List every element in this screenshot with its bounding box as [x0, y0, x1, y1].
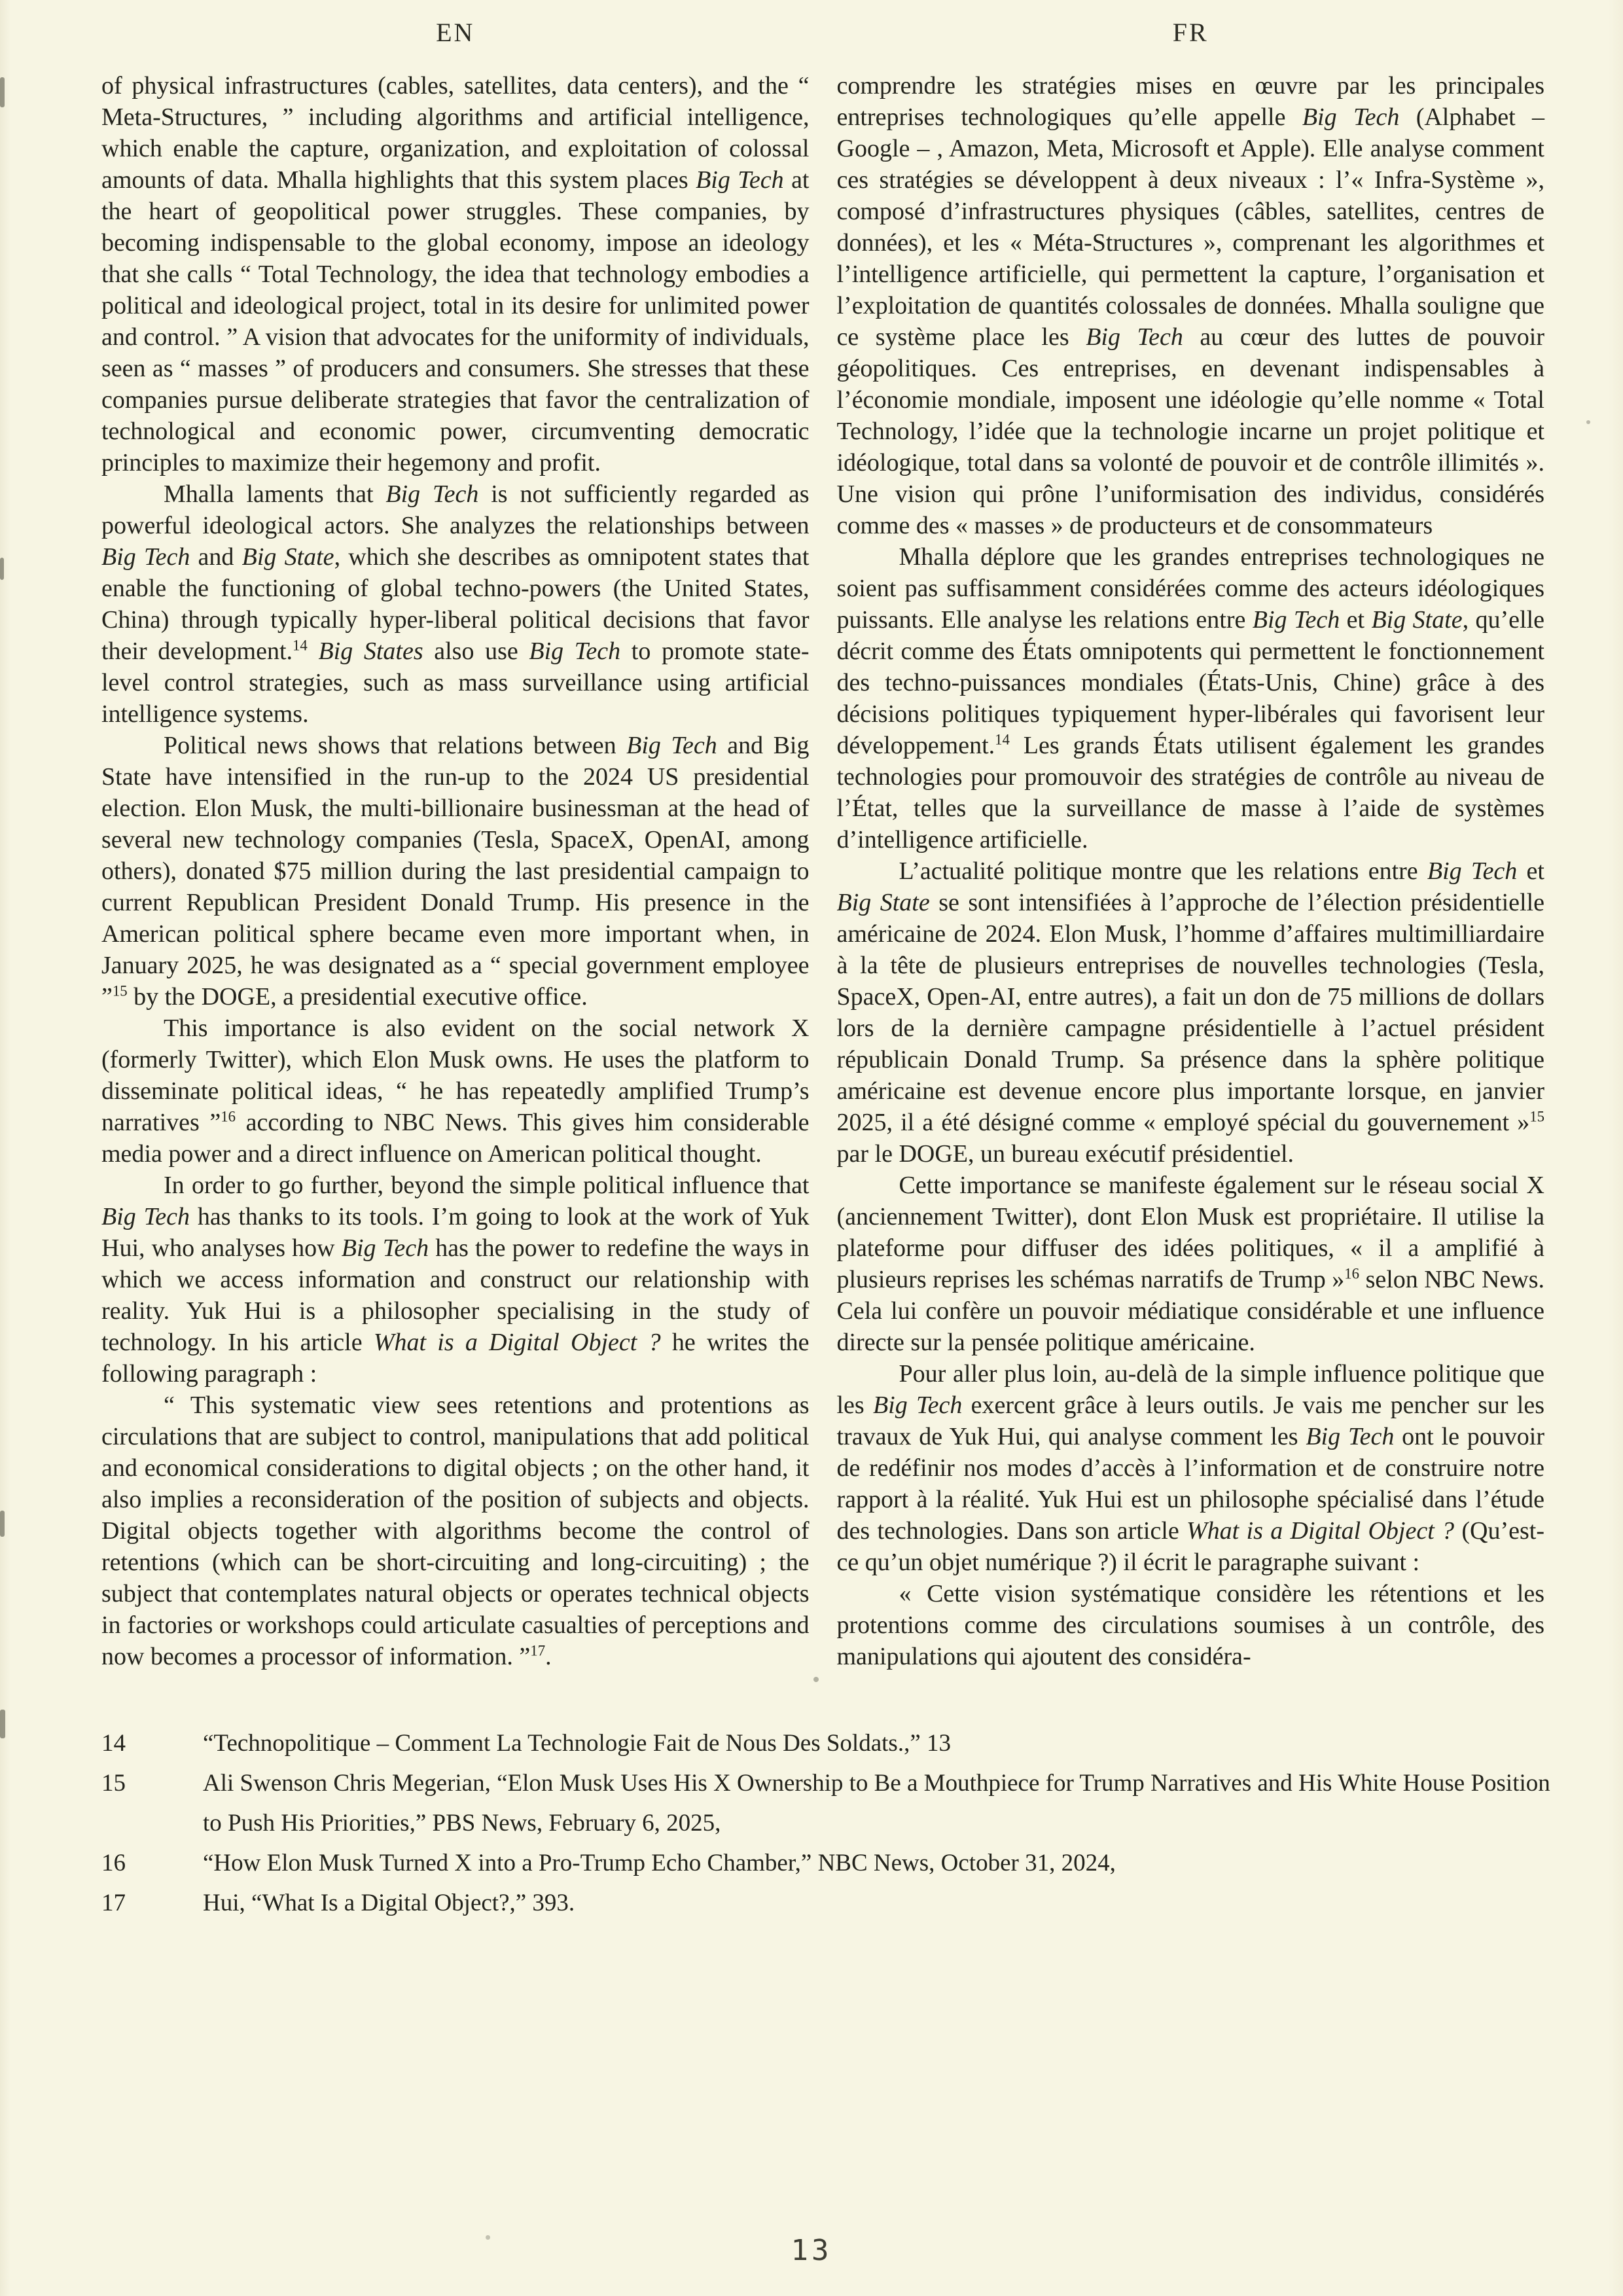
- italic-text: Big Tech: [529, 637, 621, 665]
- scan-artifact: [0, 1710, 5, 1738]
- body-text: et: [1517, 857, 1544, 885]
- body-text: has the power to redefine the ways in which we access information and construct our relationship with reality. Yuk Hui is a philosopher specialising in the study of technology. In his article: [101, 1234, 810, 1356]
- footnote: [101, 1883, 1551, 1923]
- scan-artifact: [813, 1677, 819, 1682]
- footnote-text: Hui, “What Is a Digital Object?,” 393.: [203, 1890, 575, 1916]
- italic-text: Big Tech: [1306, 1423, 1395, 1450]
- footnote-number: 16: [101, 1850, 126, 1876]
- body-text: In order to go further, beyond the simple political influence that: [164, 1172, 810, 1199]
- footnote-text: Ali Swenson Chris Megerian, “Elon Musk Uses His X Ownership to Be a Mouthpiece for Trump Narratives and His White House Position to Push His Priorities,” PBS News, February 6, 2025,: [203, 1770, 1550, 1837]
- scan-artifact: [0, 77, 5, 107]
- body-text: ont le pouvoir de redéfinir nos modes d’accès à l’information et de construire notre rapport à la réalité. Yuk Hui est un philosophe spécialisé dans l’étude des technologies. Dans son article: [836, 1423, 1544, 1545]
- footnotes: [0, 1723, 1623, 1923]
- footnote-ref: 15: [112, 982, 128, 999]
- scan-artifact: [0, 558, 4, 580]
- italic-text: Big Tech: [341, 1234, 429, 1262]
- paragraph: [837, 1358, 1545, 1578]
- body-text: (Qu’est-ce qu’un objet numérique ?) il écrit le paragraphe suivant :: [836, 1517, 1544, 1576]
- italic-text: Big Tech: [1302, 103, 1400, 131]
- scan-artifact: [0, 1511, 5, 1537]
- footnote-number: 14: [101, 1730, 126, 1757]
- column-fr: [837, 70, 1545, 1672]
- italic-text: Big Tech: [872, 1391, 963, 1419]
- body-text: [308, 637, 319, 665]
- footnote-ref: 16: [1344, 1265, 1360, 1282]
- body-text: , which she describes as omnipotent states that enable the functioning of global techno-powers (the United States, China) through typically hyper-liberal political decisions that favor their development.: [101, 543, 810, 665]
- footnote: [101, 1843, 1551, 1883]
- body-text: he writes the following paragraph :: [101, 1329, 810, 1388]
- paragraph: [101, 70, 810, 478]
- body-text: at the heart of geopolitical power struggles. These companies, by becoming indispensable to the global economy, impose an ideology that she calls “ Total Technology, the idea that technology embodies a political and ideological project, total in its desire for unlimited power and control. ” A vision that advocates for the uniformity of individuals, seen as “ masses ” of producers and consumers. She stresses that these companies pursue deliberate strategies that favor the centralization of technological and economic power, circumventing democratic principles to maximize their hegemony and profit.: [101, 166, 810, 476]
- paragraph: [101, 1170, 810, 1390]
- body-text: and: [190, 543, 242, 571]
- body-text: Mhalla déplore que les grandes entreprises technologiques ne soient pas suffisamment considérées comme des acteurs idéologiques puissants. Elle analyse les relations entre: [836, 543, 1544, 634]
- body-text: exercent grâce à leurs outils. Je vais me pencher sur les travaux de Yuk Hui, qui analyse comment les: [836, 1391, 1544, 1450]
- column-en: [101, 70, 810, 1672]
- italic-text: Big Tech: [1086, 323, 1183, 351]
- footnote-ref: 14: [293, 637, 308, 654]
- italic-text: Big Tech: [1427, 857, 1518, 885]
- body-text: and Big State have intensified in the run-up to the 2024 US presidential election. Elon Musk, the multi-billionaire businessman at the head of several new technology companies (Tesla, SpaceX, OpenAI, among others), donated $75 million during the last presidential campaign to current Republican President Donald Trump. His presence in the American political sphere became even more important when, in January 2025, he was designated as a “ special government employee ”: [101, 732, 810, 1011]
- footnote-text: “How Elon Musk Turned X into a Pro-Trump Echo Chamber,” NBC News, October 31, 2024,: [203, 1850, 1116, 1876]
- body-text: comprendre les stratégies mises en œuvre par les principales entreprises technologiques qu’elle appelle: [836, 72, 1544, 131]
- footnote-text: “Technopolitique – Comment La Technologie Fait de Nous Des Soldats.,” 13: [203, 1730, 951, 1757]
- body-text: et: [1340, 606, 1372, 634]
- body-text: (Alphabet – Google – , Amazon, Meta, Microsoft et Apple). Elle analyse comment ces stratégies se développent à deux niveaux : l’« Infra-Système », composé d’infrastructures physiques (câbles, satellites, centres de données), et les « Méta-Structures », comprenant les algorithmes et l’intelligence artificielle, qui permettent la capture, l’organisation et l’exploitation de quantités colossales de données. Mhalla souligne que ce système place les: [836, 103, 1544, 351]
- body-text: according to NBC News. This gives him considerable media power and a direct influence on American political thought.: [101, 1109, 810, 1168]
- italic-text: Big Tech: [696, 166, 784, 194]
- italic-text: Big Tech: [101, 1203, 190, 1230]
- italic-text: Big Tech: [1252, 606, 1340, 634]
- column-headers: [0, 0, 1623, 48]
- footnote-number: 15: [101, 1770, 126, 1797]
- paragraph: [101, 478, 810, 730]
- footnote-number: 17: [101, 1890, 126, 1916]
- italic-text: Big Tech: [101, 543, 190, 571]
- footnote-ref: 15: [1529, 1108, 1544, 1125]
- paragraph: [837, 1578, 1545, 1672]
- paragraph: [837, 1170, 1545, 1358]
- body-text: « Cette vision systématique considère les rétentions et les protentions comme des circulations soumises à un contrôle, des manipulations qui ajoutent des considéra-: [836, 1580, 1544, 1670]
- italic-text: What is a Digital Object ?: [1186, 1517, 1455, 1545]
- italic-text: Big Tech: [385, 480, 479, 508]
- italic-text: Big State: [1371, 606, 1463, 634]
- column-header-en: EN: [436, 18, 475, 47]
- two-column-text: [0, 48, 1623, 1672]
- body-text: selon NBC News. Cela lui confère un pouvoir médiatique considérable et une influence directe sur la pensée politique américaine.: [836, 1266, 1544, 1356]
- body-text: Pour aller plus loin, au-delà de la simple influence politique que les: [836, 1360, 1544, 1419]
- page-number: 13: [791, 2234, 832, 2267]
- body-text: by the DOGE, a presidential executive office.: [127, 983, 588, 1011]
- scan-artifact: [1586, 420, 1590, 424]
- body-text: Les grands États utilisent également les grandes technologies pour promouvoir des stratégies de contrôle au niveau de l’État, telles que la surveillance de masse à l’aide de systèmes d’intelligence artificielle.: [836, 732, 1544, 853]
- body-text: to promote state-level control strategies, such as mass surveillance using artificial intelligence systems.: [101, 637, 810, 728]
- column-header-fr: FR: [1172, 18, 1209, 47]
- paragraph: [101, 730, 810, 1013]
- footnote: [101, 1763, 1551, 1843]
- body-text: Political news shows that relations between: [164, 732, 627, 759]
- body-text: Mhalla laments that: [164, 480, 386, 508]
- footnote-ref: 14: [995, 731, 1010, 748]
- italic-text: What is a Digital Object ?: [373, 1329, 661, 1356]
- italic-text: Big Tech: [626, 732, 717, 759]
- body-text: of physical infrastructures (cables, satellites, data centers), and the “ Meta-Structures, ” including algorithms and artificial intelligence, which enable the capture, organization, and exploitation of colossal amounts of data. Mhalla highlights that this system places: [101, 72, 810, 194]
- body-text: Cette importance se manifeste également sur le réseau social X (anciennement Twitter), dont Elon Musk est propriétaire. Il utilise la plateforme pour diffuser des idées politiques, « il a amplifié à plusieurs reprises les schémas narratifs de Trump »: [836, 1172, 1544, 1293]
- paragraph: [837, 70, 1545, 541]
- footnote-ref: 16: [221, 1108, 236, 1125]
- paragraph: [837, 855, 1545, 1170]
- footnote: [101, 1723, 1551, 1763]
- paragraph: [837, 541, 1545, 855]
- footnote-ref: 17: [530, 1642, 546, 1659]
- paragraph: [101, 1390, 810, 1672]
- body-text: au cœur des luttes de pouvoir géopolitiques. Ces entreprises, en devenant indispensables à l’économie mondiale, imposent une idéologie qu’elle nomme « Total Technology, l’idée que la technologie incarne un projet politique et idéologique, total dans sa volonté de pouvoir et de contrôle illimités ». Une vision qui prône l’uniformisation des individus, considérés comme des « masses » de producteurs et de consommateurs: [836, 323, 1544, 539]
- body-text: also use: [423, 637, 529, 665]
- body-text: L’actualité politique montre que les relations entre: [899, 857, 1427, 885]
- body-text: , qu’elle décrit comme des États omnipotents qui permettent le fonctionnement des techno-puissances mondiales (États-Unis, Chine) grâce à des décisions politiques typiquement hyper-libérales qui favorisent leur développement.: [836, 606, 1544, 759]
- italic-text: Big States: [318, 637, 423, 665]
- body-text: se sont intensifiées à l’approche de l’élection présidentielle américaine de 2024. Elon Musk, l’homme d’affaires multimilliardaire à la tête de plusieurs entreprises de nouvelles technologies (Tesla, SpaceX, Open-AI, entre autres), a fait un don de 75 millions de dollars lors de la dernière campagne présidentielle à l’actuel président républicain Donald Trump. Sa présence dans la sphère politique américaine est devenue encore plus importante lorsque, en janvier 2025, il a été désigné comme « employé spécial du gouvernement »: [836, 889, 1544, 1136]
- paragraph: [101, 1013, 810, 1170]
- body-text: par le DOGE, un bureau exécutif présidentiel.: [836, 1140, 1294, 1168]
- italic-text: Big State: [241, 543, 334, 571]
- body-text: “ This systematic view sees retentions and protentions as circulations that are subject to control, manipulations that add political and economical considerations to digital objects ; on the other hand, it also implies a reconsideration of the position of subjects and objects. Digital objects together with algorithms become the control of retentions (which can be short-circuiting and long-circuiting) ; the subject that contemplates natural objects or operates technical objects in factories or workshops could articulate casualties of perceptions and now becomes a processor of information. ”: [101, 1391, 810, 1670]
- body-text: .: [545, 1643, 552, 1670]
- body-text: This importance is also evident on the social network X (formerly Twitter), which Elon Musk owns. He uses the platform to disseminate political ideas, “ he has repeatedly amplified Trump’s narratives ”: [101, 1014, 810, 1136]
- body-text: is not sufficiently regarded as powerful ideological actors. She analyzes the relationships between: [101, 480, 810, 539]
- body-text: has thanks to its tools. I’m going to look at the work of Yuk Hui, who analyses how: [101, 1203, 810, 1262]
- italic-text: Big State: [836, 889, 930, 916]
